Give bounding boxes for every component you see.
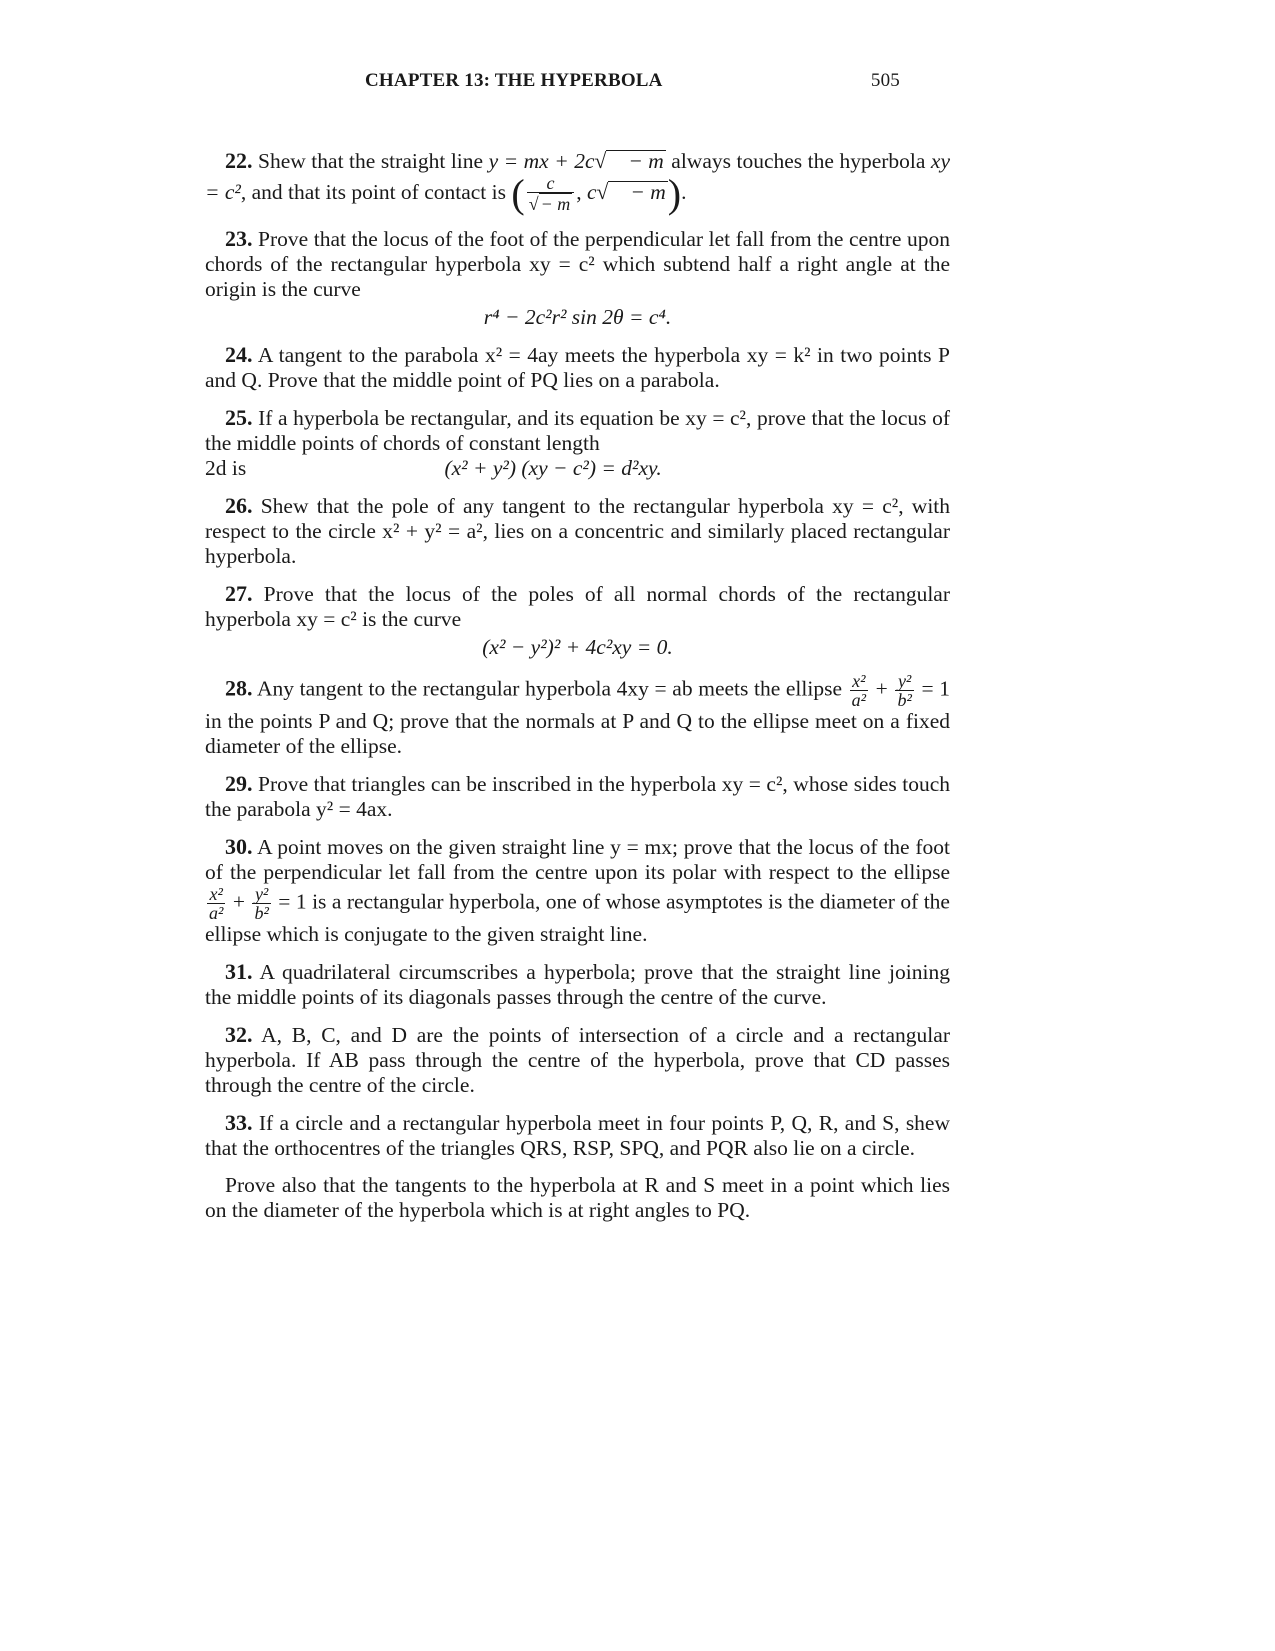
problem-27: 27. Prove that the locus of the poles of all normal chords of the rectangular hyperbola xy = c² is the curve (x² − y²)² + 4c²xy = 0. [205,581,951,659]
fraction: $\frac{c}{√ - m}$ [527,174,575,214]
problem-29: 29. Prove that triangles can be inscribed in the hyperbola xy = c², whose sides touch the parabola y² = 4ax. [205,771,950,821]
problem-33-continued: Prove also that the tangents to the hyperbola at R and S meet in a point which lies on the diameter of the hyperbola which is at right angles to PQ. [205,1173,950,1222]
running-head [365,70,900,92]
chapter-title: CHAPTER 13: THE HYPERBOLA [365,70,663,91]
fraction: $\frac{\text{x²}}{\text{a²}}$ [209,884,224,923]
equation: r⁴ − 2c²r² sin 2θ = c⁴. [483,305,672,329]
problem-25: 25. If a hyperbola be rectangular, and its equation be xy = c², prove that the locus of the middle points of chords of constant length 2d is (x² + y²) (xy − c²) = d²xy. [205,405,950,480]
problem-23: 23. Prove that the locus of the foot of the perpendicular let fall from the centre upon chords of the rectangular hyperbola xy = c² which subtend half a right angle at the origin is the curve r⁴ − 2c²r² sin 2θ = c⁴. [205,226,951,329]
sqrt-symbol: √ [594,149,607,173]
equation: (x² + y²) (xy − c²) = d²xy. [444,456,662,480]
fraction: $\frac{\text{y²}}{\text{b²}}$ [897,671,912,710]
problem-number: 22. [225,148,253,173]
problem-list [205,148,950,1235]
problem-33: 33. If a circle and a rectangular hyperbola meet in four points P, Q, R, and S, shew that the orthocentres of the triangles QRS, RSP, SPQ, and PQR also lie on a circle. [205,1110,951,1160]
problem-31: 31. A quadrilateral circumscribes a hyperbola; prove that the straight line joining the middle points of its diagonals passes through the centre of the curve. [205,959,950,1009]
problem-26: 26. Shew that the pole of any tangent to the rectangular hyperbola xy = c², with respect to the circle x² + y² = a², lies on a concentric and similarly placed rectangular hyperbola. [205,493,951,568]
problem-32: 32. A, B, C, and D are the points of intersection of a circle and a rectangular hyperbola. If AB pass through the centre of the hyperbola, prove that CD passes through the centre of the circle. [205,1022,950,1097]
fraction: $\frac{\text{x²}}{\text{a²}}$ [851,671,867,710]
fraction: $\frac{\text{y²}}{\text{b²}}$ [254,884,269,923]
problem-24: 24. A tangent to the parabola x² = 4ay meets the hyperbola xy = k² in two points P and Q. Prove that the middle point of PQ lies on a parabola. [205,342,950,392]
problem-28: 28. Any tangent to the rectangular hyperbola 4xy = ab meets the ellipse $\frac{\text{x²}}{\text{a²}}$ + $\frac{\text{y²}}{\text{b²}}$ = 1 in the points P and Q; prove that the normals at P and Q to the ellipse meet on a fixed diameter of the ellipse. [205,671,950,758]
equation: (x² − y²)² + 4c²xy = 0. [482,635,673,659]
problem-30: 30. A point moves on the given straight line y = mx; prove that the locus of the foot of the perpendicular let fall from the centre upon its polar with respect to the ellipse $\frac{\text{x²}}{\text{a²}}$ + $\frac{\text{y²}}{\text{b²}}$ = 1 is a rectangular hyperbola, one of whose asymptotes is the diameter of the ellipse which is conjugate to the given straight line. [205,834,950,946]
problem-22: 22. Shew that the straight line y = mx + 2c√ − m always touches the hyperbola xy = c², and that its point of contact is ( $\frac{c}{√ - m}$ , c√ − m). [205,148,951,216]
page-number: 505 [870,70,900,91]
